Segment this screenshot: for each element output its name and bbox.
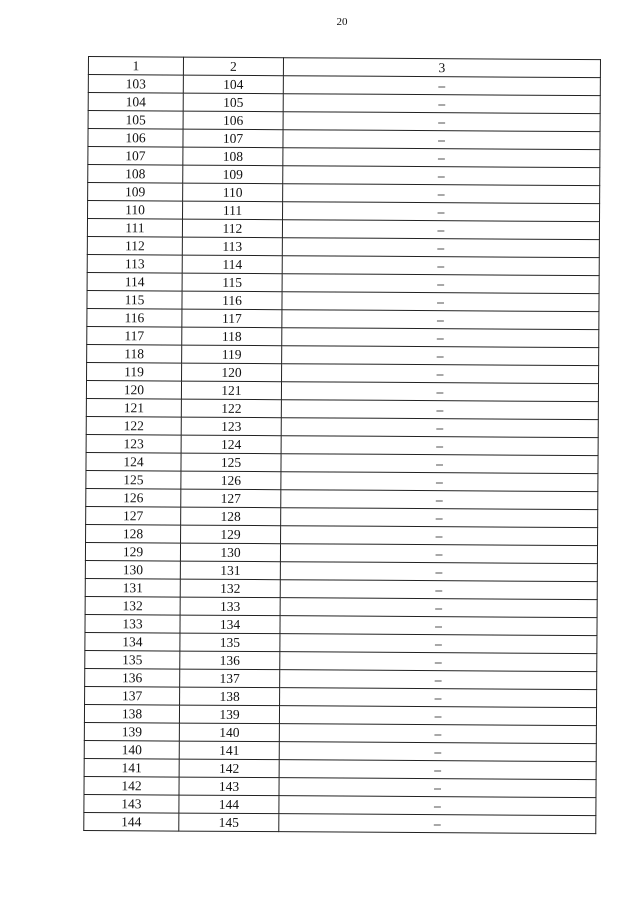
table-cell-col-3: – — [280, 562, 597, 582]
table-cell-col-3: – — [282, 274, 599, 294]
table-cell-col-2: 112 — [182, 219, 282, 238]
table-cell-col-3: – — [283, 202, 600, 222]
table-container — [83, 56, 600, 834]
table-cell-col-3: – — [279, 814, 596, 834]
table-cell-col-1: 123 — [86, 434, 181, 453]
table-cell-col-1: 127 — [86, 506, 181, 525]
table-cell-col-3: – — [280, 634, 597, 654]
table-cell-col-1: 112 — [87, 236, 182, 255]
table-cell-col-2: 119 — [182, 345, 282, 364]
table-cell-col-1: 124 — [86, 452, 181, 471]
table-cell-col-3: – — [280, 598, 597, 618]
table-cell-col-3: – — [280, 580, 597, 600]
table-cell-col-1: 110 — [88, 201, 183, 220]
table-cell-col-2: 122 — [181, 399, 281, 418]
table-cell-col-2: 131 — [180, 561, 280, 580]
table-cell-col-3: – — [279, 724, 596, 744]
table-cell-col-3: – — [281, 400, 598, 420]
table-cell-col-1: 122 — [86, 416, 181, 435]
table-cell-col-1: 105 — [88, 111, 183, 130]
table-cell-col-3: – — [282, 292, 599, 312]
table-cell-col-3: – — [281, 508, 598, 528]
header-cell-1: 1 — [88, 57, 183, 76]
table-cell-col-1: 138 — [84, 704, 179, 723]
table-cell-col-1: 132 — [85, 596, 180, 615]
table-cell-col-3: – — [279, 760, 596, 780]
table-cell-col-3: – — [282, 220, 599, 240]
table-cell-col-3: – — [279, 778, 596, 798]
table-cell-col-2: 132 — [180, 579, 280, 598]
table-cell-col-3: – — [280, 688, 597, 708]
table-cell-col-2: 128 — [181, 507, 281, 526]
table-cell-col-2: 108 — [183, 147, 283, 166]
table-cell-col-2: 133 — [180, 597, 280, 616]
table-cell-col-3: – — [281, 382, 598, 402]
table-cell-col-1: 130 — [85, 560, 180, 579]
table-cell-col-2: 141 — [179, 741, 279, 760]
table-cell-col-2: 134 — [180, 615, 280, 634]
data-table — [83, 56, 601, 834]
table-cell-col-1: 128 — [86, 524, 181, 543]
table-cell-col-3: – — [281, 436, 598, 456]
page-number: 20 — [336, 16, 348, 28]
table-cell-col-1: 106 — [88, 129, 183, 148]
table-cell-col-2: 123 — [181, 417, 281, 436]
table-body — [84, 75, 601, 834]
table-cell-col-1: 117 — [87, 326, 182, 345]
table-cell-col-2: 127 — [181, 489, 281, 508]
table-cell-col-3: – — [281, 472, 598, 492]
table-cell-col-1: 107 — [88, 147, 183, 166]
table-cell-col-1: 115 — [87, 290, 182, 309]
table-cell-col-1: 113 — [87, 254, 182, 273]
table-cell-col-3: – — [282, 310, 599, 330]
table-cell-col-1: 108 — [88, 165, 183, 184]
table-cell-col-1: 119 — [87, 362, 182, 381]
table-cell-col-3: – — [281, 418, 598, 438]
table-cell-col-3: – — [282, 238, 599, 258]
table-cell-col-2: 118 — [182, 327, 282, 346]
table-cell-col-1: 103 — [88, 75, 183, 94]
table-cell-col-1: 120 — [86, 380, 181, 399]
table-cell-col-2: 105 — [183, 93, 283, 112]
table-cell-col-1: 118 — [87, 344, 182, 363]
table-cell-col-3: – — [280, 652, 597, 672]
table-cell-col-2: 106 — [183, 111, 283, 130]
table-cell-col-2: 138 — [180, 687, 280, 706]
table-cell-col-1: 135 — [85, 650, 180, 669]
table-cell-col-2: 104 — [183, 75, 283, 94]
table-cell-col-2: 107 — [183, 129, 283, 148]
table-cell-col-1: 133 — [85, 614, 180, 633]
table-cell-col-2: 114 — [182, 255, 282, 274]
table-cell-col-2: 110 — [183, 183, 283, 202]
table-cell-col-1: 114 — [87, 272, 182, 291]
table-cell-col-3: – — [281, 454, 598, 474]
table-cell-col-3: – — [283, 166, 600, 186]
table-cell-col-2: 145 — [179, 813, 279, 832]
table-cell-col-2: 144 — [179, 795, 279, 814]
table-cell-col-2: 135 — [180, 633, 280, 652]
table-cell-col-1: 109 — [88, 183, 183, 202]
table-cell-col-3: – — [282, 364, 599, 384]
table-cell-col-3: – — [279, 706, 596, 726]
table-cell-col-3: – — [283, 76, 600, 96]
table-cell-col-3: – — [282, 328, 599, 348]
table-cell-col-1: 111 — [87, 219, 182, 238]
table-cell-col-1: 136 — [85, 668, 180, 687]
table-cell-col-2: 111 — [183, 201, 283, 220]
table-cell-col-3: – — [283, 112, 600, 132]
table-cell-col-2: 117 — [182, 309, 282, 328]
table-cell-col-1: 125 — [86, 470, 181, 489]
table-cell-col-2: 143 — [179, 777, 279, 796]
table-cell-col-2: 126 — [181, 471, 281, 490]
table-cell-col-2: 140 — [179, 723, 279, 742]
table-cell-col-3: – — [280, 544, 597, 564]
table-cell-col-3: – — [279, 796, 596, 816]
table-cell-col-2: 139 — [179, 705, 279, 724]
table-cell-col-3: – — [282, 256, 599, 276]
table-cell-col-1: 142 — [84, 776, 179, 795]
table-cell-col-1: 134 — [85, 632, 180, 651]
table-cell-col-2: 130 — [180, 543, 280, 562]
table-cell-col-3: – — [279, 742, 596, 762]
table-cell-col-1: 129 — [85, 542, 180, 561]
table-cell-col-2: 124 — [181, 435, 281, 454]
table-cell-col-3: – — [280, 616, 597, 636]
table-cell-col-2: 136 — [180, 651, 280, 670]
table-cell-col-2: 125 — [181, 453, 281, 472]
table-cell-col-1: 131 — [85, 578, 180, 597]
table-cell-col-1: 139 — [84, 722, 179, 741]
table-cell-col-1: 141 — [84, 758, 179, 777]
table-cell-col-2: 121 — [181, 381, 281, 400]
table-cell-col-2: 142 — [179, 759, 279, 778]
table-cell-col-2: 116 — [182, 291, 282, 310]
table-cell-col-3: – — [283, 94, 600, 114]
table-cell-col-3: – — [283, 148, 600, 168]
table-cell-col-2: 115 — [182, 273, 282, 292]
table-cell-col-1: 116 — [87, 308, 182, 327]
header-cell-2: 2 — [183, 57, 283, 76]
table-cell-col-3: – — [280, 670, 597, 690]
table-cell-col-2: 109 — [183, 165, 283, 184]
table-cell-col-3: – — [281, 490, 598, 510]
header-cell-3: 3 — [283, 58, 600, 78]
table-row — [84, 812, 596, 833]
table-cell-col-1: 126 — [86, 488, 181, 507]
table-cell-col-1: 140 — [84, 740, 179, 759]
table-cell-col-3: – — [282, 346, 599, 366]
table-cell-col-2: 137 — [180, 669, 280, 688]
table-cell-col-3: – — [281, 526, 598, 546]
table-cell-col-2: 113 — [182, 237, 282, 256]
table-cell-col-1: 104 — [88, 93, 183, 112]
table-cell-col-3: – — [283, 184, 600, 204]
table-cell-col-1: 137 — [85, 686, 180, 705]
table-cell-col-2: 129 — [181, 525, 281, 544]
table-cell-col-2: 120 — [182, 363, 282, 382]
table-cell-col-1: 143 — [84, 794, 179, 813]
table-cell-col-3: – — [283, 130, 600, 150]
table-cell-col-1: 121 — [86, 398, 181, 417]
table-cell-col-1: 144 — [84, 812, 179, 831]
